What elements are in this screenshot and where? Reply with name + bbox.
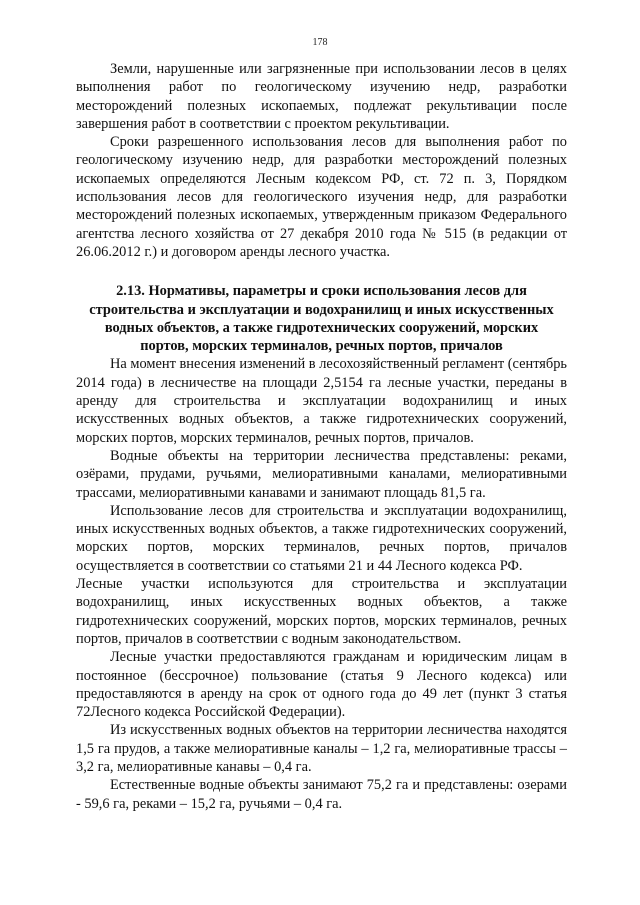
section-heading: 2.13. Нормативы, параметры и сроки использования лесов для строительства и эксплуатации и водохранилищ и иных искусственных водных объектов, а также гидротехнических сооружений, морских портов, морских терминалов, речных портов, причалов: [89, 283, 554, 355]
paragraph-artificial-water-bodies: Из искусственных водных объектов на территории лесничества находятся 1,5 га прудов, а также мелиоративные каналы – 1,2 га, мелиоративные трассы – 3,2 га, мелиоративные канавы – 0,4 га.: [76, 722, 567, 775]
paragraph-plot-provision: Лесные участки предоставляются гражданам и юридическим лицам в постоянное (бессрочное) пользование (статья 9 Лесного кодекса) или предоставляются в аренду на срок от одного года до 49 лет (пункт 3 статья 72Лесного кодекса Российской Федерации).: [76, 649, 567, 721]
page-content: [76, 60, 567, 813]
paragraph-forest-use: Использование лесов для строительства и эксплуатации водохранилищ, иных искусственных водных объектов, а также гидротехнических сооружений, морских портов, морских терминалов, речных портов, причалов осуществляется в соответствии со статьями 21 и 44 Лесного кодекса РФ.: [76, 502, 567, 574]
paragraph-usage-terms: Сроки разрешенного использования лесов для выполнения работ по геологическому изучению недр, для разработки месторождений полезных ископаемых определяются Лесным кодексом РФ, ст. 72 п. 3, Порядком использования лесов для геологического изучения недр, для разработки месторождений полезных ископаемых, утвержденным приказом Федерального агентства лесного хозяйства от 27 декабря 2010 года № 515 (в редакции от 26.06.2012 г.) и договором аренды лесного участка.: [76, 134, 567, 260]
paragraph-water-bodies: Водные объекты на территории лесничества представлены: реками, озёрами, прудами, ручьями, мелиоративными каналами, мелиоративными трассами, мелиоративными канавами и занимают площадь 81,5 га.: [76, 447, 567, 501]
paragraph-reclamation: Земли, нарушенные или загрязненные при использовании лесов в целях выполнения работ по геологическому изучению недр, разработки месторождений полезных ископаемых, подлежат рекультивации после завершения работ в соответствии с проектом рекультивации.: [76, 61, 567, 132]
paragraph-plot-usage: Лесные участки используются для строительства и эксплуатации водохранилищ, иных искусственных водных объектов, а также гидротехнических сооружений, морских портов, морских терминалов, речных портов, причалов в соответствии с водным законодательством.: [76, 576, 567, 647]
page-number: 178: [312, 37, 328, 48]
paragraph-leased-plots: На момент внесения изменений в лесохозяйственный регламент (сентябрь 2014 года) в лесничестве на площади 2,5154 га лесные участки, переданы в аренду для строительства и эксплуатации водохранилищ и иных искусственных водных объектов, а также гидротехнических сооружений, морских портов, морских терминалов, речных портов, причалов.: [76, 356, 567, 446]
paragraph-natural-water-bodies: Естественные водные объекты занимают 75,2 га и представлены: озерами - 59,6 га, реками – 15,2 га, ручьями – 0,4 га.: [76, 777, 567, 812]
